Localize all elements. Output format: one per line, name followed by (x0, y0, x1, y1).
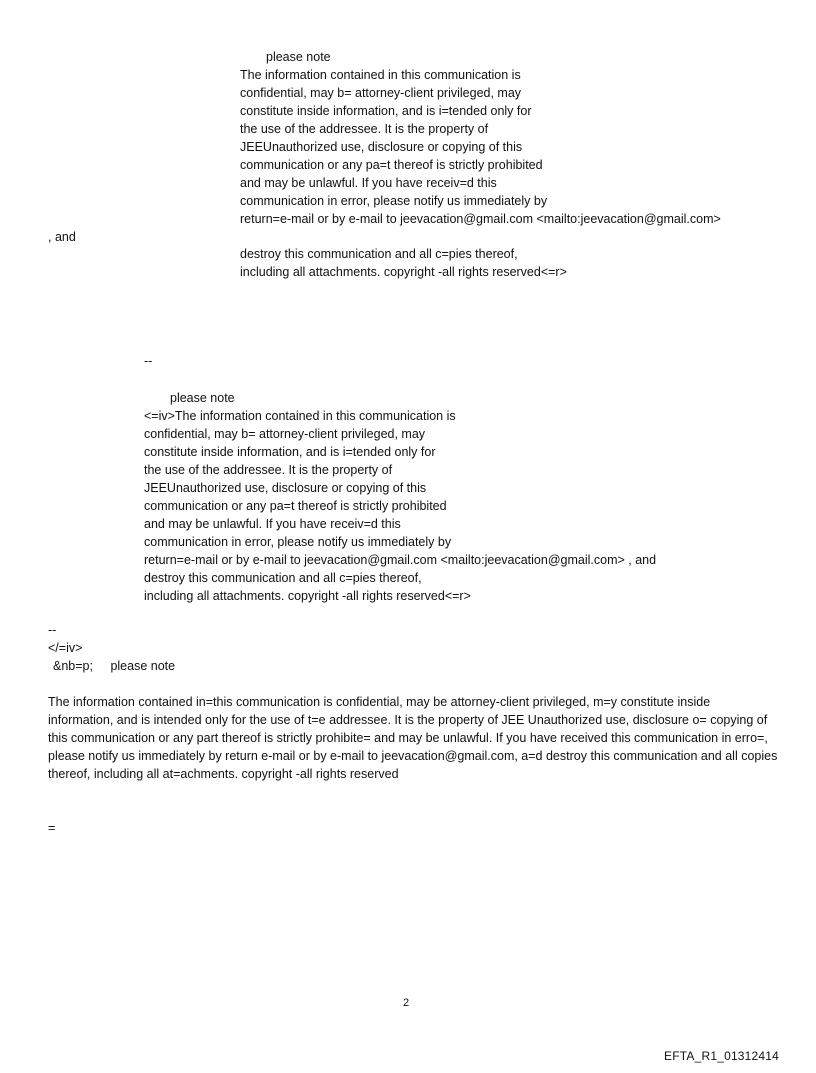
page-number: 2 (403, 997, 410, 1009)
equals-line: = (48, 821, 56, 835)
block2-line: return=e-mail or by e-mail to jeevacation@gmail.com <mailto:jeevacation@gmail.com> , and (144, 553, 657, 567)
close-div-remnant: </=iv> (48, 641, 83, 655)
block2-line: confidential, may b= attorney-client privileged, may (144, 427, 426, 441)
block1-line: destroy this communication and all c=pies thereof, (240, 247, 518, 261)
block1-line: confidential, may b= attorney-client privileged, may (240, 86, 522, 100)
nbsp-label: please note (110, 659, 176, 673)
block1-line: return=e-mail or by e-mail to jeevacation@gmail.com <mailto:jeevacation@gmail.com> (240, 212, 721, 226)
block2-line: communication or any pa=t thereof is strictly prohibited (144, 499, 447, 513)
separator-dashes-2: -- (48, 623, 57, 637)
block1-line: The information contained in this communication is (240, 68, 521, 82)
block1-body-a (240, 66, 721, 228)
block1-body-b (240, 245, 567, 281)
bates-number: EFTA_R1_01312414 (664, 1049, 780, 1063)
block1-line: the use of the addressee. It is the property of (240, 122, 489, 136)
block1-line: and may be unlawful. If you have receiv=d this (240, 176, 497, 190)
block2-line: constitute inside information, and is i=tended only for (144, 445, 436, 459)
nbsp-line (48, 657, 175, 675)
block1-orphan-and: , and (48, 230, 76, 244)
block2-line: communication in error, please notify us immediately by (144, 535, 452, 549)
separator-dashes: -- (144, 354, 153, 368)
block2-line: destroy this communication and all c=pies thereof, (144, 571, 422, 585)
nbsp-remnant: &nb=p; (53, 659, 93, 673)
block2-line: JEEUnauthorized use, disclosure or copying of this (144, 481, 427, 495)
block2-line: including all attachments. copyright -all rights reserved<=r> (144, 589, 471, 603)
block2-line: and may be unlawful. If you have receiv=d this (144, 517, 401, 531)
block1-heading: please note (266, 50, 331, 64)
block2-heading: please note (170, 391, 235, 405)
block1-line: communication or any pa=t thereof is strictly prohibited (240, 158, 543, 172)
block1-line: including all attachments. copyright -all rights reserved<=r> (240, 265, 567, 279)
block1-line: communication in error, please notify us immediately by (240, 194, 548, 208)
block2-line: the use of the addressee. It is the property of (144, 463, 393, 477)
block3-paragraph: The information contained in=this communication is confidential, may be attorney-client privileged, m=y constitute inside information, and is intended only for the use of t=e addressee. It is the property of JEE Unauthorized use, disclosure o= copying of this communication or any part thereof is strictly prohibite= and may be unlawful. If you have received this communication in erro=, please notify us immediately by return e-mail or by e-mail to jeevacation@gmail.com, a=d destroy this communication and all copies thereof, including all at=achments. copyright -all rights reserved (48, 695, 778, 781)
block1-line: constitute inside information, and is i=tended only for (240, 104, 532, 118)
block2-body (144, 407, 656, 605)
block2-line: <=iv>The information contained in this communication is (144, 409, 456, 423)
block1-line: JEEUnauthorized use, disclosure or copying of this (240, 140, 523, 154)
